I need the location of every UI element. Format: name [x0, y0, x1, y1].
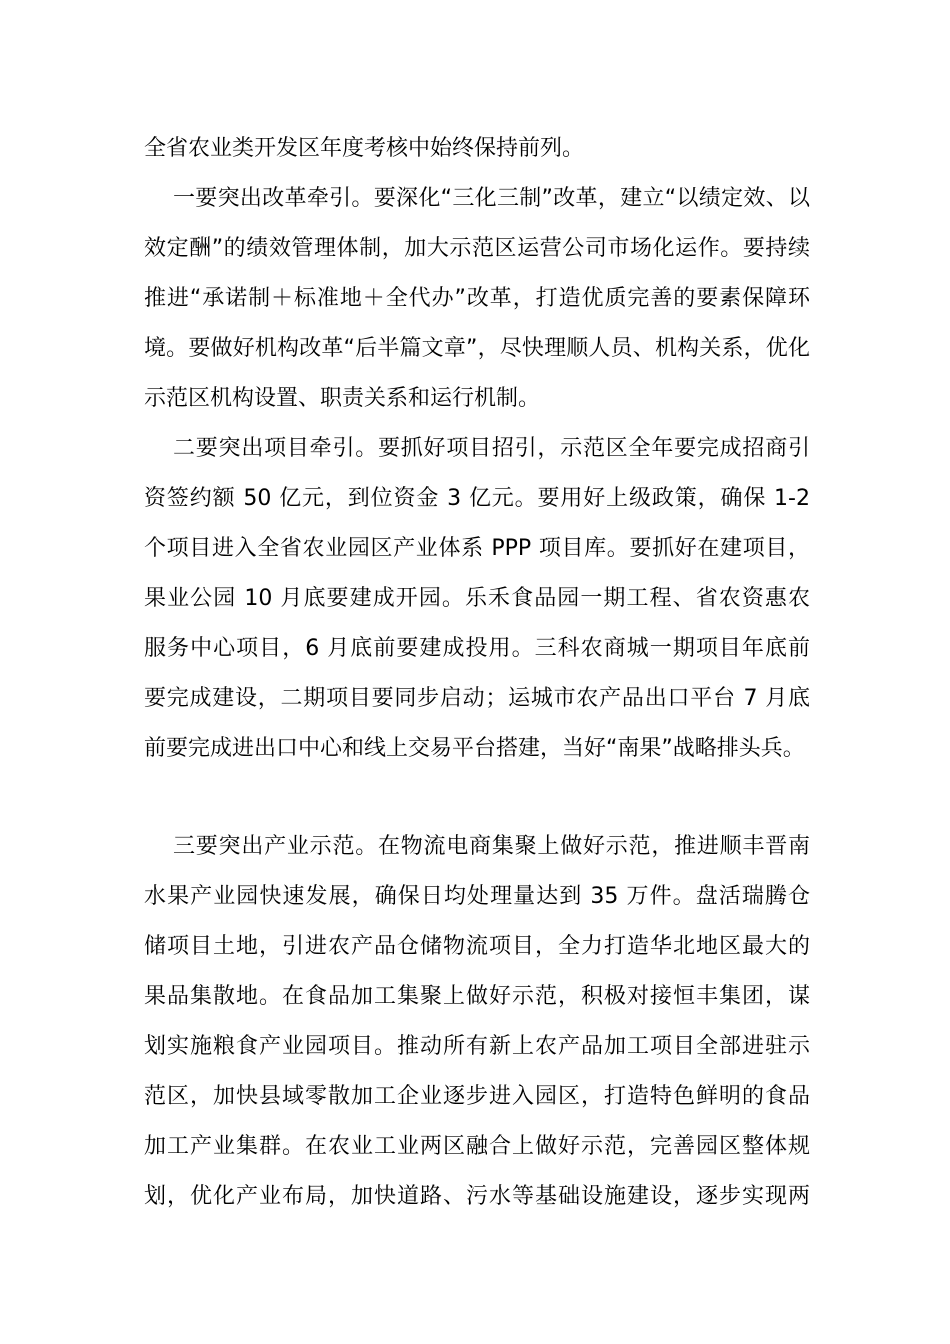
text-line: 范区，加快县域零散加工企业逐步进入园区，打造特色鲜明的食品	[144, 1084, 810, 1109]
text-line: 前要完成进出口中心和线上交易平台搭建，当好“南果”战略排头兵。	[144, 736, 805, 761]
text-line: 全省农业类开发区年度考核中始终保持前列。	[144, 136, 585, 161]
text-line: 划，优化产业布局，加快道路、污水等基础设施建设，逐步实现两	[144, 1184, 810, 1209]
text-line: 服务中心项目，6 月底前要建成投用。三科农商城一期项目年底前	[144, 636, 810, 661]
text-line: 要完成建设，二期项目要同步启动；运城市农产品出口平台 7 月底	[144, 686, 810, 711]
text-line: 储项目土地，引进农产品仓储物流项目，全力打造华北地区最大的	[144, 934, 810, 959]
text-line: 示范区机构设置、职责关系和运行机制。	[144, 386, 541, 411]
text-line: 加工产业集群。在农业工业两区融合上做好示范，完善园区整体规	[144, 1134, 810, 1159]
text-line: 水果产业园快速发展，确保日均处理量达到 35 万件。盘活瑞腾仓	[144, 884, 810, 909]
text-line: 划实施粮食产业园项目。推动所有新上农产品加工项目全部进驻示	[144, 1034, 810, 1059]
paragraph-first-line: 二要突出项目牵引。要抓好项目招引，示范区全年要完成招商引	[173, 436, 810, 461]
text-line: 个项目进入全省农业园区产业体系 PPP 项目库。要抓好在建项目，	[144, 536, 810, 561]
text-line: 效定酬”的绩效管理体制，加大示范区运营公司市场化运作。要持续	[144, 236, 810, 261]
text-line: 资签约额 50 亿元，到位资金 3 亿元。要用好上级政策，确保 1-2	[144, 486, 810, 511]
text-line: 推进“承诺制＋标准地＋全代办”改革，打造优质完善的要素保障环	[144, 286, 810, 311]
paragraph-first-line: 一要突出改革牵引。要深化“三化三制”改革，建立“以绩定效、以	[173, 186, 810, 211]
text-line: 果业公园 10 月底要建成开园。乐禾食品园一期工程、省农资惠农	[144, 586, 810, 611]
text-line: 果品集散地。在食品加工集聚上做好示范，积极对接恒丰集团，谋	[144, 984, 810, 1009]
paragraph-first-line: 三要突出产业示范。在物流电商集聚上做好示范，推进顺丰晋南	[173, 834, 810, 859]
text-line: 境。要做好机构改革“后半篇文章”，尽快理顺人员、机构关系，优化	[144, 336, 810, 361]
